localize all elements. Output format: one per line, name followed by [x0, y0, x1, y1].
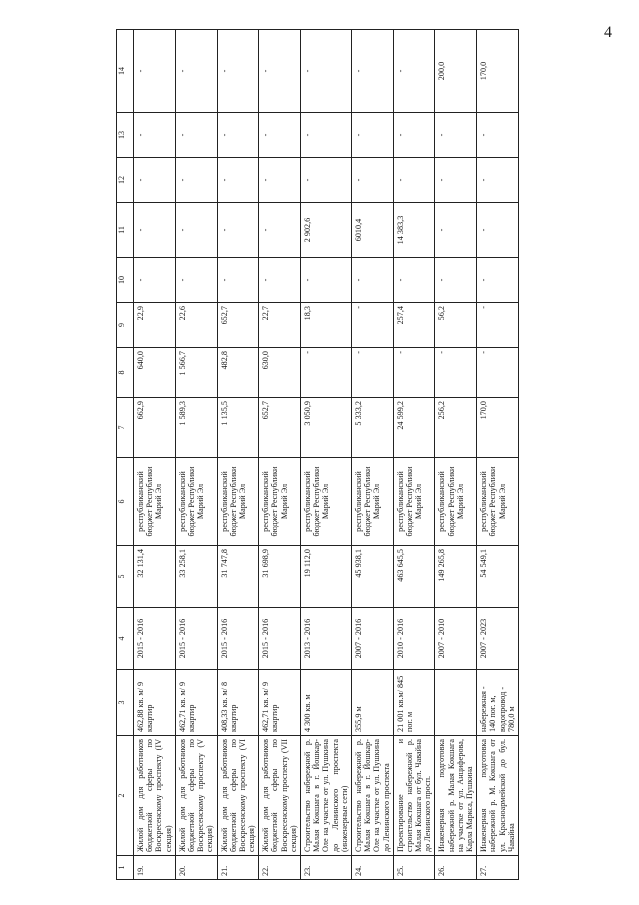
table-cell-n: 23.	[301, 856, 352, 880]
table-cell-c8: -	[435, 348, 477, 398]
table-cell-c9: 56,2	[435, 303, 477, 348]
table-cell-c7: 256,2	[435, 398, 477, 458]
table-cell-name: Строительство набережной р. Малая Кокшага в г. Йошкар-Оле на участке от ул. Пушкина до Ленинского проспекта (инженерные сети)	[301, 736, 352, 856]
table-cell-c14: -	[175, 30, 217, 113]
column-header: 7	[117, 398, 134, 458]
table-cell-c12: -	[351, 158, 393, 203]
table-row	[393, 30, 435, 880]
table-cell-c7: 24 599,2	[393, 398, 435, 458]
table-cell-c12: -	[477, 158, 519, 203]
table-cell-period: 2015 - 2016	[175, 608, 217, 670]
column-header: 3	[117, 670, 134, 736]
table-cell-capacity: 462,71 кв. м/ 9 квартир	[175, 670, 217, 736]
table-cell-name: Жилой дом для работников бюджетной сферы по Воскресенскому проспекту (IV секция)	[134, 736, 176, 856]
table-cell-capacity: 462,88 кв. м/ 9 квартир	[134, 670, 176, 736]
column-header: 6	[117, 458, 134, 546]
table-cell-c11: -	[217, 203, 259, 258]
table-cell-period: 2010 - 2016	[393, 608, 435, 670]
table-cell-c7: 1 135,5	[217, 398, 259, 458]
column-header: 2	[117, 736, 134, 856]
table-cell-c10: -	[217, 258, 259, 303]
table-cell-name: Инженерная подготовка набережной р. М. Кокшага от ул. Красноармейской до бул. Чавайна	[477, 736, 519, 856]
table-cell-c7: 662,9	[134, 398, 176, 458]
table-cell-c7: 652,7	[259, 398, 301, 458]
table-cell-c10: -	[351, 258, 393, 303]
rotated-table-container	[116, 30, 624, 880]
table-cell-c9: 257,4	[393, 303, 435, 348]
table-cell-c10: -	[134, 258, 176, 303]
table-cell-c10: -	[393, 258, 435, 303]
table-cell-source: республиканский бюджет Республики Марий Эл	[435, 458, 477, 546]
table-cell-n: 19.	[134, 856, 176, 880]
column-header: 9	[117, 303, 134, 348]
table-cell-n: 22.	[259, 856, 301, 880]
table-cell-n: 26.	[435, 856, 477, 880]
column-header: 8	[117, 348, 134, 398]
table-cell-c14: -	[259, 30, 301, 113]
table-cell-c7: 3 050,9	[301, 398, 352, 458]
column-header: 10	[117, 258, 134, 303]
table-cell-period: 2007 - 2023	[477, 608, 519, 670]
table-cell-cost: 31 698,9	[259, 546, 301, 608]
table-cell-capacity: 408,33 кв. м/ 8 квартир	[217, 670, 259, 736]
table-cell-c9: 18,3	[301, 303, 352, 348]
table-cell-c12: -	[175, 158, 217, 203]
table-cell-c11: -	[259, 203, 301, 258]
table-cell-c13: -	[175, 113, 217, 158]
table-row	[435, 30, 477, 880]
table-cell-cost: 54 549,1	[477, 546, 519, 608]
table-cell-c9: 22,6	[175, 303, 217, 348]
table-cell-source: республиканский бюджет Республики Марий Эл	[351, 458, 393, 546]
table-cell-c13: -	[301, 113, 352, 158]
table-cell-capacity: 4 300 кв. м	[301, 670, 352, 736]
table-cell-c12: -	[435, 158, 477, 203]
table-cell-c12: -	[259, 158, 301, 203]
table-cell-name: Жилой дом для работников бюджетной сферы по Воскресенскому проспекту (VI секция)	[217, 736, 259, 856]
table-cell-c8: -	[477, 348, 519, 398]
table-cell-c14: 170,0	[477, 30, 519, 113]
table-cell-c12: -	[134, 158, 176, 203]
table-cell-c11: -	[477, 203, 519, 258]
table-cell-c9: -	[351, 303, 393, 348]
table-cell-c7: 170,0	[477, 398, 519, 458]
table-cell-c7: 5 333,2	[351, 398, 393, 458]
table-cell-capacity: 462,71 кв. м/ 9 квартир	[259, 670, 301, 736]
table-cell-period: 2015 - 2016	[134, 608, 176, 670]
table-row	[259, 30, 301, 880]
table-cell-c11: 2 902,6	[301, 203, 352, 258]
table-cell-c8: -	[301, 348, 352, 398]
table-cell-c9: 652,7	[217, 303, 259, 348]
page-number: 4	[604, 24, 612, 41]
table-row	[301, 30, 352, 880]
table-cell-c9: -	[477, 303, 519, 348]
table-cell-c13: -	[217, 113, 259, 158]
table-cell-c13: -	[477, 113, 519, 158]
table-cell-source: республиканский бюджет Республики Марий Эл	[301, 458, 352, 546]
table-cell-c9: 22,9	[134, 303, 176, 348]
table-cell-c12: -	[393, 158, 435, 203]
table-cell-c11: -	[435, 203, 477, 258]
table-cell-c11: -	[134, 203, 176, 258]
table-cell-n: 25.	[393, 856, 435, 880]
header-row	[117, 30, 134, 880]
table-cell-c8: 630,0	[259, 348, 301, 398]
table-cell-period: 2015 - 2016	[259, 608, 301, 670]
table-cell-cost: 19 112,0	[301, 546, 352, 608]
table-cell-c11: -	[175, 203, 217, 258]
table-cell-cost: 45 938,1	[351, 546, 393, 608]
table-cell-c13: -	[134, 113, 176, 158]
table-body	[134, 30, 519, 880]
table-row	[477, 30, 519, 880]
table-cell-c11: 6010,4	[351, 203, 393, 258]
table-cell-name: Инженерная подготовка набережной р. Малая Кокшага на участке от ул. Анциферова, Карла Маркса, Пушкина	[435, 736, 477, 856]
table-row	[175, 30, 217, 880]
table-cell-c8: -	[351, 348, 393, 398]
table-cell-c10: -	[477, 258, 519, 303]
table-cell-c8: 482,8	[217, 348, 259, 398]
column-header: 11	[117, 203, 134, 258]
table-cell-c8: 1 566,7	[175, 348, 217, 398]
table-cell-c14: 200,0	[435, 30, 477, 113]
table-cell-n: 27.	[477, 856, 519, 880]
table-cell-capacity	[435, 670, 477, 736]
table-row	[351, 30, 393, 880]
table-cell-c8: 640,0	[134, 348, 176, 398]
budget-table	[116, 29, 519, 880]
table-cell-c11: 14 383,3	[393, 203, 435, 258]
table-cell-period: 2013 - 2016	[301, 608, 352, 670]
table-cell-source: республиканский бюджет Республики Марий Эл	[259, 458, 301, 546]
table-row	[217, 30, 259, 880]
table-cell-c14: -	[217, 30, 259, 113]
table-cell-c12: -	[301, 158, 352, 203]
column-header: 12	[117, 158, 134, 203]
table-cell-c10: -	[259, 258, 301, 303]
table-cell-capacity: 355,9 м	[351, 670, 393, 736]
table-cell-cost: 32 131,4	[134, 546, 176, 608]
table-cell-name: Жилой дом для работников бюджетной сферы по Воскресенскому проспекту (V секция)	[175, 736, 217, 856]
table-cell-period: 2007 - 2010	[435, 608, 477, 670]
column-header: 5	[117, 546, 134, 608]
table-cell-c13: -	[259, 113, 301, 158]
table-cell-source: республиканский бюджет Республики Марий Эл	[393, 458, 435, 546]
table-cell-c13: -	[351, 113, 393, 158]
table-cell-capacity: 21 001 кв.м/ 845 пог. м	[393, 670, 435, 736]
column-header: 1	[117, 856, 134, 880]
table-cell-c7: 1 589,3	[175, 398, 217, 458]
column-header: 13	[117, 113, 134, 158]
table-cell-name: Строительство набережной р. Малая Кокшага в г. Йошкар-Оле на участке от ул. Пушкина до Ленинского проспекта	[351, 736, 393, 856]
table-cell-c9: 22,7	[259, 303, 301, 348]
table-cell-cost: 33 258,1	[175, 546, 217, 608]
table-cell-n: 24.	[351, 856, 393, 880]
column-header: 14	[117, 30, 134, 113]
table-cell-name: Жилой дом для работников бюджетной сферы по Воскресенскому проспекту (VII секция)	[259, 736, 301, 856]
table-cell-cost: 149 265,8	[435, 546, 477, 608]
table-cell-c13: -	[435, 113, 477, 158]
table-cell-n: 20.	[175, 856, 217, 880]
table-cell-c14: -	[351, 30, 393, 113]
table-cell-c10: -	[301, 258, 352, 303]
table-cell-source: республиканский бюджет Республики Марий Эл	[217, 458, 259, 546]
table-cell-c14: -	[393, 30, 435, 113]
table-cell-name: Проектирование и строительство набережной р. Малая Кокшага от бул. Чавайна до Ленинского просп.	[393, 736, 435, 856]
table-cell-c10: -	[175, 258, 217, 303]
column-header: 4	[117, 608, 134, 670]
table-cell-source: республиканский бюджет Республики Марий Эл	[134, 458, 176, 546]
table-cell-c14: -	[301, 30, 352, 113]
table-cell-cost: 463 645,5	[393, 546, 435, 608]
table-row	[134, 30, 176, 880]
table-cell-c13: -	[393, 113, 435, 158]
table-cell-n: 21.	[217, 856, 259, 880]
table-cell-c14: -	[134, 30, 176, 113]
table-cell-cost: 31 747,8	[217, 546, 259, 608]
table-cell-c10: -	[435, 258, 477, 303]
table-cell-source: республиканский бюджет Республики Марий Эл	[477, 458, 519, 546]
table-cell-source: республиканский бюджет Республики Марий Эл	[175, 458, 217, 546]
table-cell-capacity: набережная - 140 пог. м, водопровод - 780,0 м	[477, 670, 519, 736]
table-cell-period: 2007 - 2016	[351, 608, 393, 670]
table-cell-c12: -	[217, 158, 259, 203]
table-cell-c8: -	[393, 348, 435, 398]
table-cell-period: 2015 - 2016	[217, 608, 259, 670]
